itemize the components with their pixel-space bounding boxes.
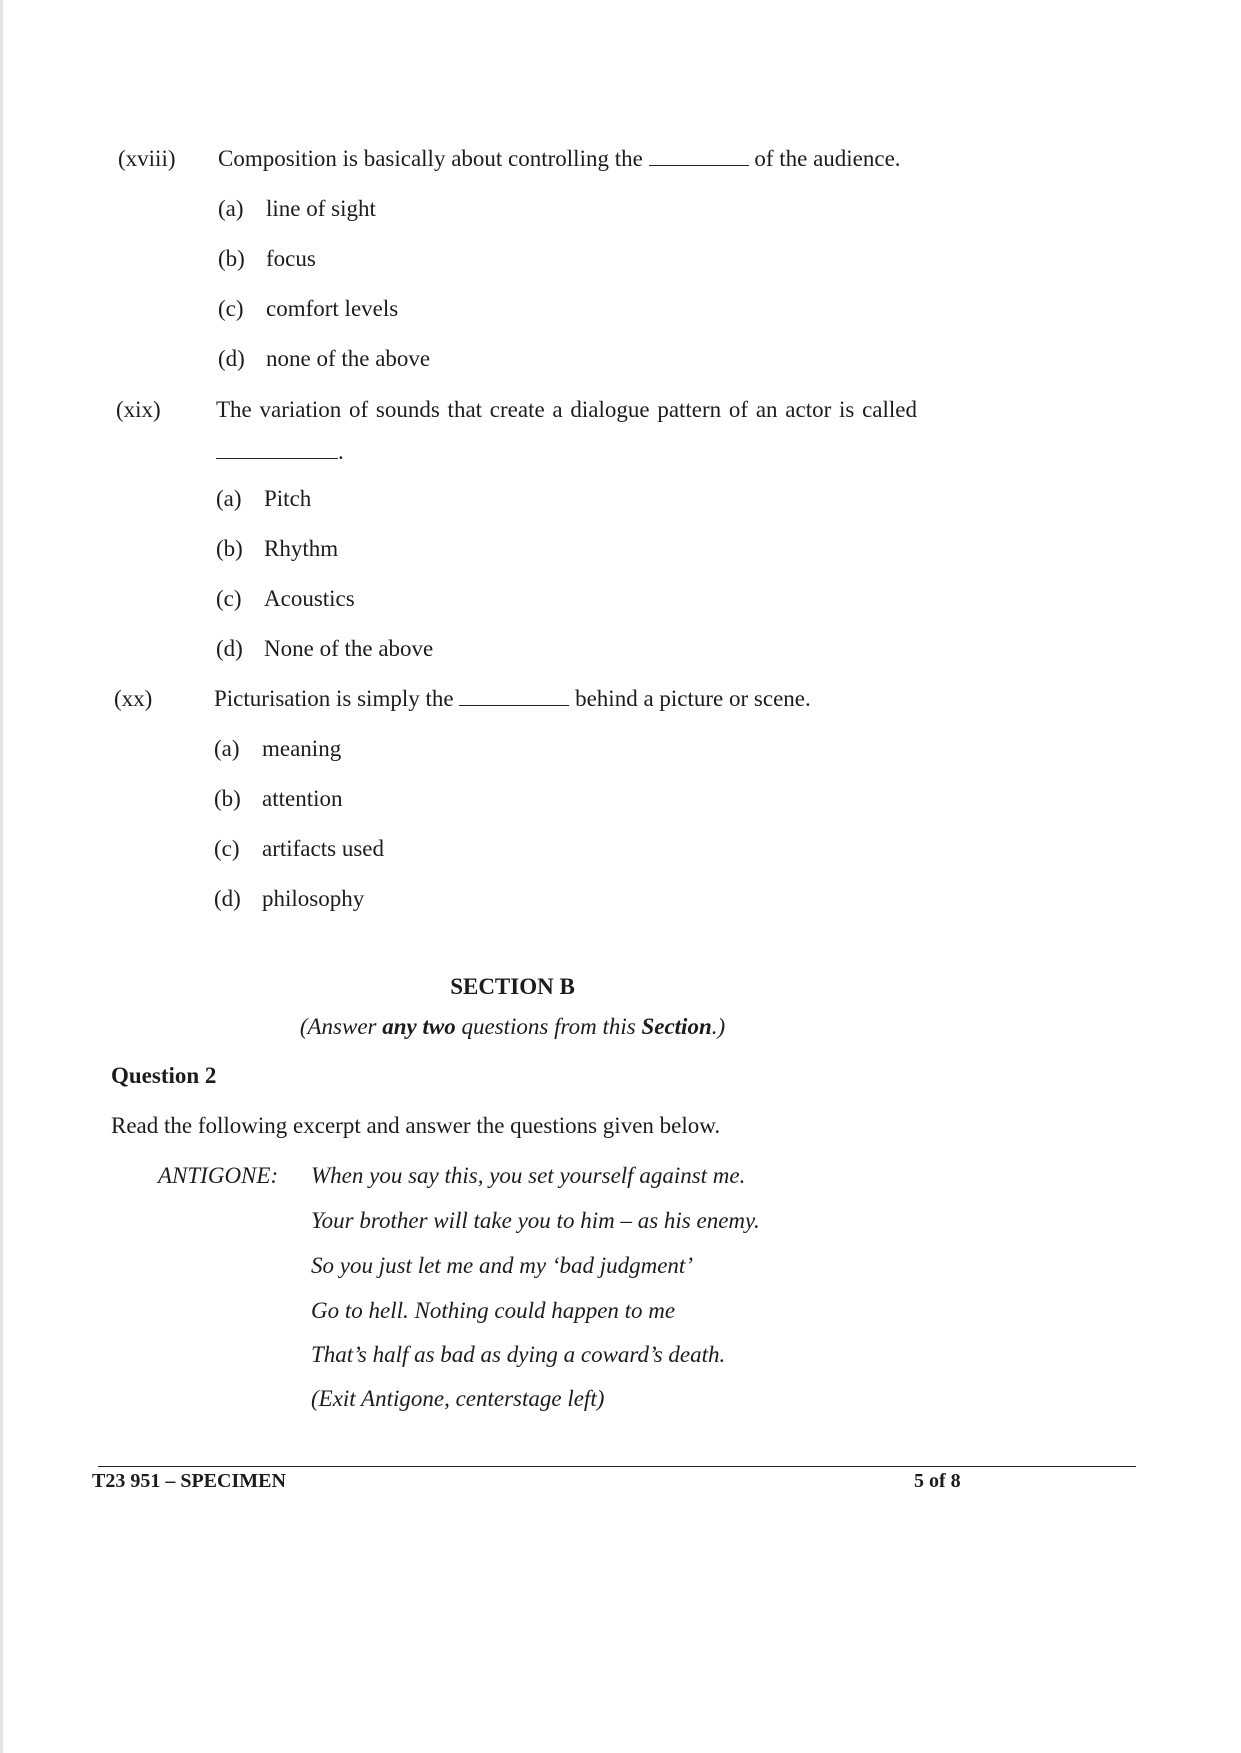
stage-direction: (Exit Antigone, centerstage left): [311, 1386, 605, 1411]
page-number: 5 of 8: [914, 1470, 961, 1492]
question-number: (xix): [116, 397, 161, 422]
excerpt-line: Your brother will take you to him – as his enemy.: [311, 1208, 760, 1233]
option-label: (d): [218, 346, 245, 371]
question-stem-continued: [216, 440, 344, 463]
option-text: Rhythm: [264, 536, 339, 561]
excerpt-line: So you just let me and my ‘bad judgment’: [311, 1253, 693, 1278]
option-text: none of the above: [266, 346, 431, 371]
option-label: (a): [214, 736, 240, 761]
instruction-text: (Answer: [299, 1014, 383, 1039]
instruction-text: questions from this: [455, 1014, 642, 1039]
option-text: comfort levels: [266, 296, 399, 321]
question-stem: [214, 687, 811, 710]
question-number: (xx): [114, 686, 153, 711]
question-prompt: Read the following excerpt and answer the questions given below.: [111, 1113, 721, 1138]
question-number: (xviii): [118, 146, 176, 171]
excerpt-line: Go to hell. Nothing could happen to me: [311, 1298, 676, 1323]
stem-text: behind a picture or scene.: [575, 686, 811, 711]
instruction-emphasis: any two: [382, 1014, 456, 1039]
option-text: artifacts used: [262, 836, 384, 861]
option-text: None of the above: [264, 636, 434, 661]
section-title: SECTION B: [450, 974, 575, 999]
option-label: (d): [216, 636, 243, 661]
question-stem: [218, 147, 901, 170]
question-stem: The variation of sounds that create a dialogue pattern of an actor is called: [216, 397, 917, 422]
question-title: Question 2: [111, 1063, 217, 1088]
footer-rule: [98, 1466, 1136, 1467]
scan-edge: [0, 0, 3, 1753]
option-text: Pitch: [264, 486, 312, 511]
option-label: (b): [218, 246, 245, 271]
answer-blank: [649, 164, 749, 166]
option-text: focus: [266, 246, 316, 271]
option-text: philosophy: [262, 886, 365, 911]
stem-text: Picturisation is simply the: [214, 686, 454, 711]
stem-text: of the audience.: [754, 146, 901, 171]
answer-blank: [216, 457, 338, 459]
option-label: (c): [218, 296, 244, 321]
option-label: (a): [218, 196, 244, 221]
option-text: attention: [262, 786, 343, 811]
option-text: Acoustics: [264, 586, 355, 611]
excerpt-line: That’s half as bad as dying a coward’s death.: [311, 1342, 726, 1367]
paper-code: T23 951 – SPECIMEN: [92, 1470, 286, 1492]
instruction-emphasis: Section: [641, 1014, 712, 1039]
instruction-text: .): [711, 1014, 726, 1039]
option-label: (c): [216, 586, 242, 611]
excerpt-line: When you say this, you set yourself against me.: [311, 1163, 746, 1188]
option-text: line of sight: [266, 196, 376, 221]
section-instruction: [0, 1015, 1025, 1038]
option-label: (c): [214, 836, 240, 861]
stem-text: .: [338, 439, 344, 464]
stem-text: Composition is basically about controlling the: [218, 146, 643, 171]
answer-blank: [459, 704, 569, 706]
option-label: (b): [216, 536, 243, 561]
option-label: (b): [214, 786, 241, 811]
option-text: meaning: [262, 736, 342, 761]
option-label: (a): [216, 486, 242, 511]
speaker-name: ANTIGONE:: [158, 1163, 279, 1188]
option-label: (d): [214, 886, 241, 911]
